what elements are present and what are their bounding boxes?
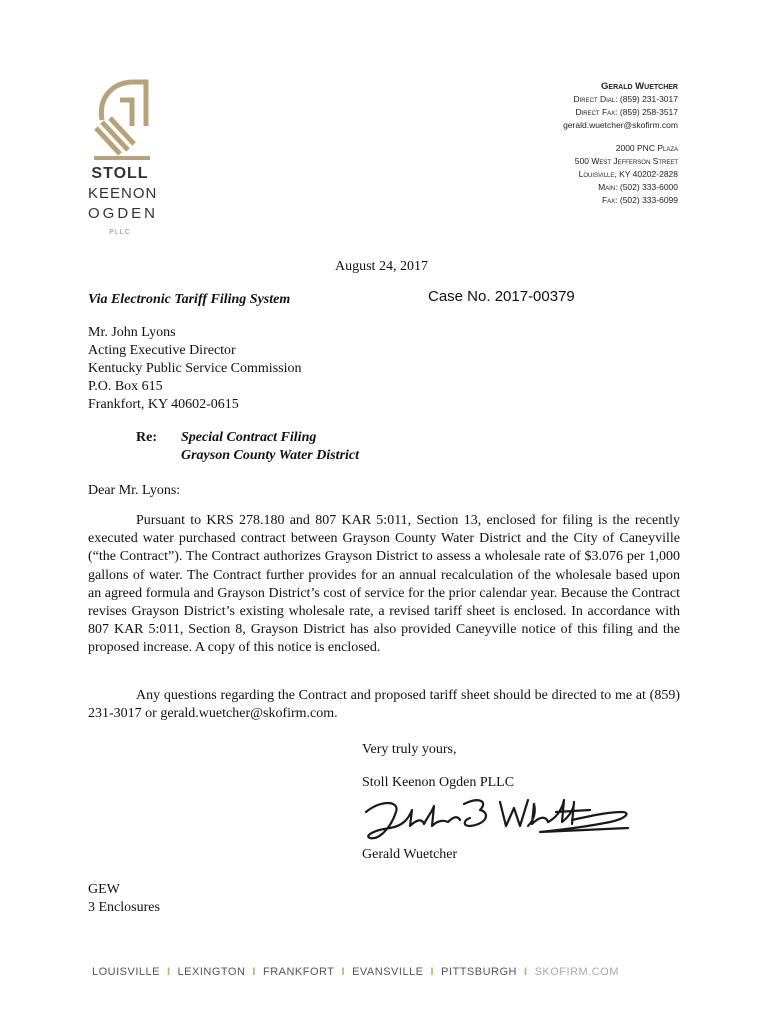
footer-separator: I (166, 966, 171, 978)
recipient-line: P.O. Box 615 (88, 379, 163, 394)
recipient-line: Mr. John Lyons (88, 325, 176, 340)
sender-contact-block (563, 80, 678, 207)
recipient-line: Frankfort, KY 40602-0615 (88, 397, 239, 412)
recipient-line: Acting Executive Director (88, 343, 236, 358)
enclosures-note: 3 Enclosures (88, 900, 160, 915)
address-line-2: 500 West Jefferson Street (574, 156, 678, 166)
footer-office: LEXINGTON (177, 966, 246, 978)
footer-separator: I (341, 966, 346, 978)
firm-name-keenon: KEENON (88, 185, 158, 202)
delivery-method: Via Electronic Tariff Filing System (88, 292, 291, 307)
footer-office: PITTSBURGH (441, 966, 517, 978)
firm-logo-icon (90, 76, 154, 162)
signer-name: Gerald Wuetcher (362, 847, 458, 862)
closing-firm: Stoll Keenon Ogden PLLC (362, 775, 515, 790)
footer-office: FRANKFORT (262, 966, 335, 978)
signature-image (360, 790, 640, 846)
closing: Very truly yours, (362, 742, 457, 757)
firm-name-stoll: STOLL (91, 165, 149, 182)
firm-name-ogden: OGDEN (88, 205, 159, 222)
firm-suffix: PLLC (109, 229, 131, 236)
main-phone: Main: (502) 333-6000 (598, 182, 678, 192)
recipient-address (88, 324, 301, 414)
direct-fax: Direct Fax: (859) 258-3517 (575, 107, 678, 117)
direct-dial: Direct Dial: (859) 231-3017 (573, 94, 678, 104)
re-line: Special Contract Filing (181, 430, 317, 445)
body-paragraph-1: Pursuant to KRS 278.180 and 807 KAR 5:011, Section 13, enclosed for filing is the recently executed water purchased contract between Grayson County Water District and the City of Caneyville (“the Contract”). The Contract authorizes Grayson District to assess a wholesale rate of $3.076 per 1,000 gallons of water. The Contract further provides for an annual recalculation of the wholesale based upon an agreed formula and Grayson District’s cost of service for the prior calendar year. Because the Contract revises Grayson District’s existing wholesale rate, a revised tariff sheet is enclosed. In accordance with 807 KAR 5:011, Section 8, Grayson District has also provided Caneyville notice of this filing and the proposed increase. A copy of this notice is enclosed. (88, 513, 680, 656)
footer-office: LOUISVILLE (92, 966, 160, 978)
footer-separator: I (252, 966, 256, 978)
footer-offices (92, 966, 619, 978)
footer-office: EVANSVILLE (352, 966, 424, 978)
sender-name: Gerald Wuetcher (601, 81, 678, 92)
salutation: Dear Mr. Lyons: (88, 483, 181, 498)
fax-number: Fax: (502) 333-6099 (601, 195, 678, 205)
footer-separator: I (524, 966, 528, 978)
case-number: Case No. 2017-00379 (428, 288, 575, 305)
re-line: Grayson County Water District (181, 448, 360, 463)
re-subject (181, 429, 359, 465)
recipient-line: Kentucky Public Service Commission (88, 361, 302, 376)
body-paragraph-2: Any questions regarding the Contract and proposed tariff sheet should be directed to me at (859) 231-3017 or gerald.wuetcher@skofirm.com. (88, 688, 680, 722)
footer-website: SKOFIRM.COM (534, 966, 619, 978)
sender-email: gerald.wuetcher@skofirm.com (563, 120, 678, 130)
address-line-3: Louisville, KY 40202-2828 (578, 169, 678, 179)
typist-initials: GEW (88, 882, 120, 897)
letter-date: August 24, 2017 (335, 259, 428, 274)
footer-separator: I (430, 966, 435, 978)
address-line-1: 2000 PNC Plaza (615, 143, 678, 153)
re-label: Re: (136, 430, 157, 445)
